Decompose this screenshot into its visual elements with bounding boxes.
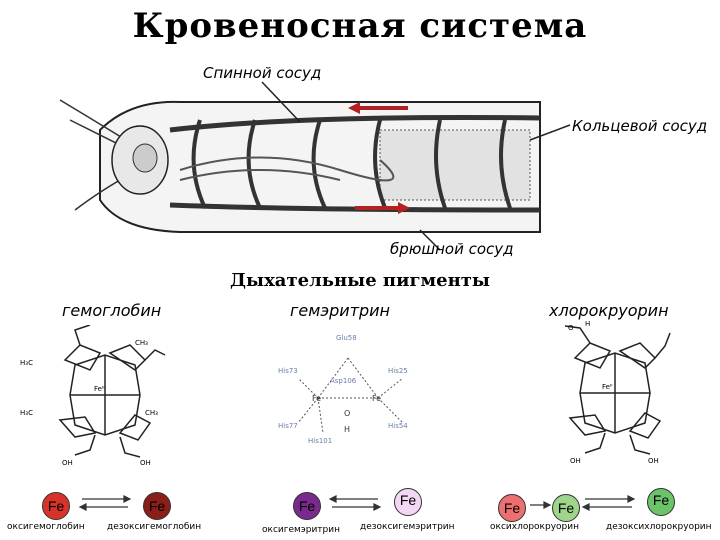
caption-oxychlorocruorin: оксихлорокруорин [490,522,579,532]
state-arrows [0,485,720,520]
intestine [380,130,530,200]
svg-text:O: O [344,409,351,418]
caption-oxyhemoglobin: оксигемоглобин [7,522,85,532]
svg-text:OH: OH [570,457,581,465]
fe-deoxy-hemerythrin: Fe [394,488,422,516]
svg-text:H₃C: H₃C [20,359,33,367]
chlorocruorin-structure [540,318,700,468]
svg-text:CH₃: CH₃ [145,409,158,417]
svg-text:H: H [585,320,591,328]
fe-deoxy-hemoglobin: Fe [143,492,171,520]
svg-text:Fe: Fe [372,394,382,403]
label-ventral-vessel: брюшной сосуд [390,240,514,258]
label-ring-vessel: Кольцевой сосуд [572,117,708,135]
pigment-name-hemerythrin: гемэритрин [290,301,390,320]
svg-text:His25: His25 [388,367,408,375]
hemerythrin-structure [268,328,428,448]
svg-text:Feᴵᴵ: Feᴵᴵ [602,383,613,391]
svg-text:His54: His54 [388,422,408,430]
hemoglobin-structure [20,325,180,470]
svg-text:His101: His101 [308,437,333,445]
svg-text:OH: OH [62,459,73,467]
svg-text:H₃C: H₃C [20,409,33,417]
label-dorsal-vessel: Спинной сосуд [203,64,322,82]
section-title: Дыхательные пигменты [230,270,490,291]
svg-text:CH₃: CH₃ [135,339,148,347]
caption-deoxychlorocruorin: дезоксихлорокруорин [606,522,712,532]
svg-text:His77: His77 [278,422,298,430]
pigment-name-hemoglobin: гемоглобин [62,301,162,320]
svg-text:H: H [344,425,351,434]
page-title: Кровеносная система [132,6,588,46]
svg-text:O: O [568,324,574,332]
fe-oxy-chlorocruorin: Fe [498,494,526,522]
caption-deoxyhemoglobin: дезоксигемоглобин [107,522,202,532]
fe-intermediate-chlorocruorin: Fe [552,494,580,522]
caption-deoxyhemerythrin: дезоксигемэритрин [360,522,455,532]
fe-deoxy-chlorocruorin: Fe [647,488,675,516]
fe-oxy-hemoglobin: Fe [42,492,70,520]
fe-oxy-hemerythrin: Fe [293,492,321,520]
caption-oxyhemerythrin: оксигемэритрин [262,525,340,535]
svg-text:OH: OH [648,457,659,465]
svg-text:Fe: Fe [312,394,322,403]
pigment-name-chlorocruorin: хлорокруорин [549,301,669,320]
svg-text:Glu58: Glu58 [336,334,357,342]
worm-circulatory-diagram [0,60,720,270]
svg-text:Asp106: Asp106 [330,377,357,385]
svg-text:OH: OH [140,459,151,467]
svg-text:Feᴵᴵ: Feᴵᴵ [94,385,105,393]
svg-text:His73: His73 [278,367,298,375]
